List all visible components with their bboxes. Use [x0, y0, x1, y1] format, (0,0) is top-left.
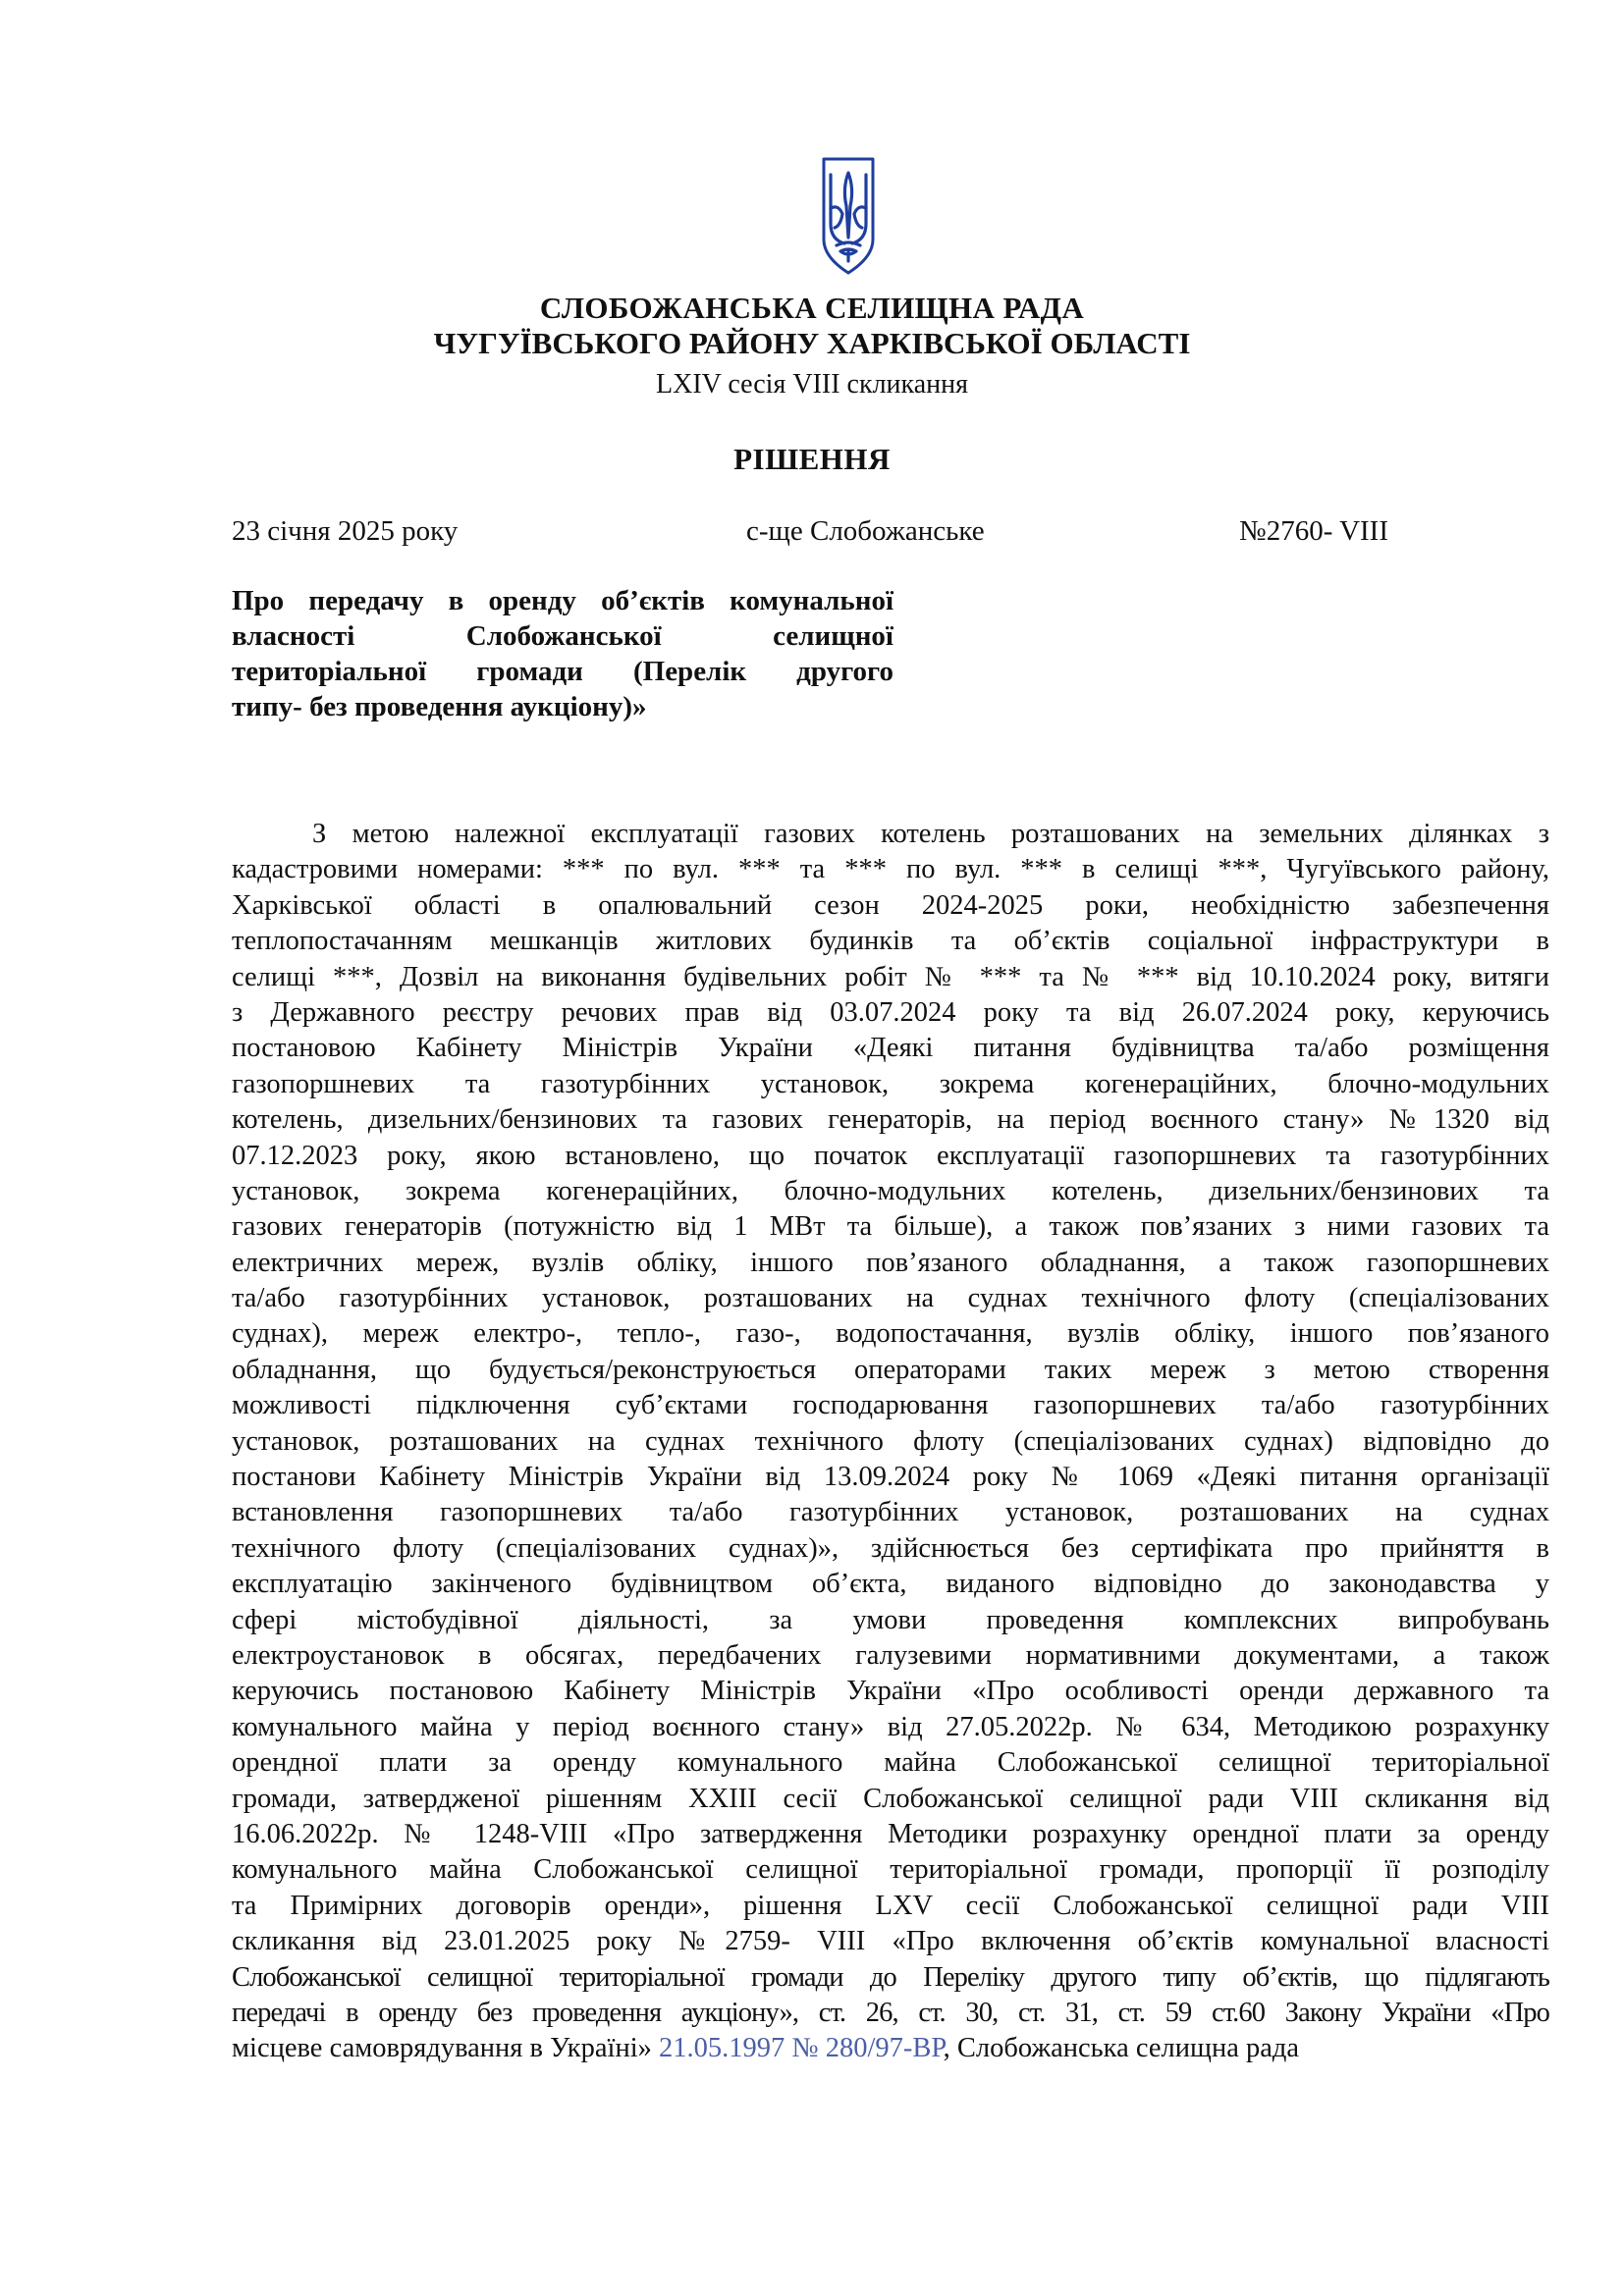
document-type-title: РІШЕННЯ	[733, 442, 891, 476]
district-name: ЧУГУЇВСЬКОГО РАЙОНУ ХАРКІВСЬКОЇ ОБЛАСТІ	[433, 326, 1191, 360]
paragraph-line: установок, зокрема когенераційних, блочно-модульних котелень, дизельних/бензинових та	[232, 1175, 1549, 1206]
paragraph-line: встановлення газопоршневих та/або газотурбінних установок, розташованих на суднах	[232, 1497, 1549, 1528]
session-label: LXIV сесія VIII скликання	[656, 369, 968, 400]
final-line-text: місцеве самоврядування в Україні»	[232, 2033, 660, 2064]
paragraph-line: Харківської області в опалювальний сезон 2024-2025 роки, необхідністю забезпечення	[232, 889, 1549, 921]
paragraph-line: комунального майна Слобожанської селищної територіальної громади, пропорції її розподілу	[232, 1854, 1549, 1886]
council-name: СЛОБОЖАНСЬКА СЕЛИЩНА РАДА	[539, 291, 1085, 325]
decision-number: №2760- VIII	[1239, 515, 1388, 547]
paragraph-line: 07.12.2023 року, якою встановлено, що початок експлуатації газопоршневих та газотурбінних	[232, 1140, 1549, 1171]
paragraph-line: експлуатацію закінченого будівництвом об’єкта, виданого відповідно до законодавства у	[232, 1569, 1549, 1600]
paragraph-line: електроустановок в обсягах, передбачених галузевими нормативними документами, а також	[232, 1639, 1549, 1671]
preamble-paragraph	[232, 817, 1549, 2067]
paragraph-line: скликання від 23.01.2025 року №2759- VIII «Про включення об’єктів комунальної власності	[232, 1926, 1549, 1957]
paragraph-line: та/або газотурбінних установок, розташованих на суднах технічного флоту (спеціалізованих	[232, 1283, 1549, 1314]
paragraph-line: суднах), мереж електро-, тепло-, газо-, водопостачання, вузлів обліку, іншого пов’язаного	[232, 1318, 1549, 1350]
paragraph-line: можливості підключення суб’єктами господарювання газопоршневих та/або газотурбінних	[232, 1390, 1549, 1421]
paragraph-line: селищі ***, Дозвіл на виконання будівельних робіт № *** та № *** від 10.10.2024 року, витяги	[232, 961, 1549, 992]
paragraph-line: Слобожанської селищної територіальної громади до Переліку другого типу об’єктів, що підлягають	[232, 1961, 1549, 1993]
paragraph-line: постановою Кабінету Міністрів України «Деякі питання будівництва та/або розміщення	[232, 1033, 1549, 1064]
paragraph-line: громади, затвердженої рішенням XXIII сесії Слобожанської селищної ради VIII скликання від	[232, 1783, 1549, 1814]
paragraph-line: теплопостачанням мешканців житлових будинків та об’єктів соціальної інфраструктури в	[232, 926, 1549, 957]
paragraph-line: газових генераторів (потужністю від 1 МВт та більше), а також пов’язаних з ними газових та	[232, 1211, 1549, 1243]
subject-line: Про передачу в оренду об’єктів комунальної	[232, 585, 893, 616]
paragraph-line: котелень, дизельних/бензинових та газових генераторів, на період воєнного стану» №1320 від	[232, 1104, 1549, 1136]
subject-line: типу- без проведення аукціону)»	[232, 691, 647, 722]
paragraph-line: з Державного реєстру речових прав від 03.07.2024 року та від 26.07.2024 року, керуючись	[232, 996, 1549, 1028]
paragraph-line: сфері містобудівної діяльності, за умови проведення комплексних випробувань	[232, 1604, 1549, 1635]
paragraph-line: газопоршневих та газотурбінних установок, зокрема когенераційних, блочно-модульних	[232, 1068, 1549, 1099]
paragraph-line: електричних мереж, вузлів обліку, іншого пов’язаного обладнання, а також газопоршневих	[232, 1247, 1549, 1278]
paragraph-line: кадастровими номерами: *** по вул. *** та *** по вул. *** в селищі ***, Чугуївського району,	[232, 854, 1549, 885]
subject-line: територіальної громади (Перелік другого	[232, 656, 893, 687]
paragraph-line: орендної плати за оренду комунального майна Слобожанської селищної територіальної	[232, 1747, 1549, 1779]
decision-place: с-ще Слобожанське	[746, 515, 985, 547]
paragraph-line: комунального майна у період воєнного стану» від 27.05.2022р. № 634, Методикою розрахунку	[232, 1711, 1549, 1742]
paragraph-line: та Примірних договорів оренди», рішення LXV сесії Слобожанської селищної ради VIII	[232, 1890, 1549, 1921]
final-line-tail: , Слобожанська селищна рада	[943, 2033, 1300, 2064]
trident-emblem-icon	[821, 155, 876, 277]
paragraph-line: керуючись постановою Кабінету Міністрів України «Про особливості оренди державного та	[232, 1676, 1549, 1707]
paragraph-line: передачі в оренду без проведення аукціону», ст. 26, ст. 30, ст. 31, ст. 59 ст.60 Закону України «Про	[232, 1997, 1549, 2028]
paragraph-line: обладнання, що будується/реконструюється операторами таких мереж з метою створення	[232, 1354, 1549, 1385]
law-reference-link[interactable]: 21.05.1997 № 280/97-ВР	[659, 2033, 944, 2064]
paragraph-line: технічного флоту (спеціалізованих суднах)», здійснюється без сертифіката про прийняття в	[232, 1532, 1549, 1564]
decision-date: 23 січня 2025 року	[232, 515, 459, 547]
paragraph-line: 16.06.2022р. № 1248-VIII «Про затвердження Методики розрахунку орендної плати за оренду	[232, 1818, 1549, 1849]
decision-subject	[232, 583, 893, 724]
paragraph-line: постанови Кабінету Міністрів України від 13.09.2024 року № 1069 «Деякі питання організації	[232, 1462, 1549, 1493]
paragraph-line-final	[232, 2031, 1549, 2066]
paragraph-line: З метою належної експлуатації газових котелень розташованих на земельних ділянках з	[312, 819, 1549, 849]
subject-line: власності Слобожанської селищної	[232, 620, 893, 652]
paragraph-line: установок, розташованих на суднах технічного флоту (спеціалізованих суднах) відповідно до	[232, 1425, 1549, 1457]
